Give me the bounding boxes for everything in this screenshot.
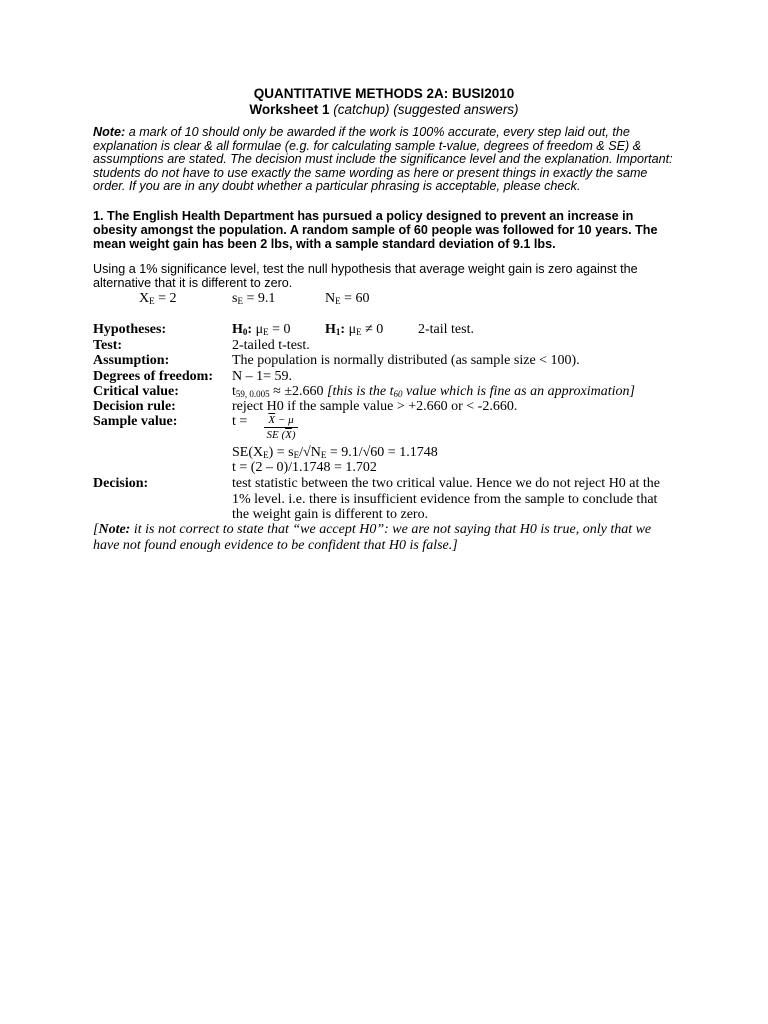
document-subtitle <box>0 102 768 117</box>
sample-t-equals: t = <box>232 414 248 429</box>
se-calculation: $SE(X_E) = s_E/√N_E = 9.1/√60 = 1.1748$ <box>232 445 438 460</box>
marking-note <box>93 126 673 194</box>
test-label: Test: <box>93 338 123 353</box>
h1-statement: $H_1$: $\mu_E \ne 0$ <box>325 322 384 337</box>
fraction-denominator: SE $(\overline{X})$ <box>266 429 296 441</box>
var-x: $X_E = 2$ <box>139 291 177 306</box>
rule-value: reject H0 if the sample value > +2.660 or < -2.660. <box>232 399 518 414</box>
subtitle-italic: (catchup) (suggested answers) <box>333 102 519 117</box>
decision-value: test statistic between the two critical value. Hence we do not reject H0 at the 1% level. i.e. there is insufficient evidence from the sample to conclude that the weight gain is different to zero. <box>232 476 661 523</box>
df-label: Degrees of freedom: <box>93 369 213 384</box>
decision-label: Decision: <box>93 476 149 491</box>
test-value: 2-tailed t-test. <box>232 338 310 353</box>
subtitle-bold: Worksheet 1 <box>249 102 330 117</box>
sample-label: Sample value: <box>93 414 178 429</box>
var-n: $N_E = 60$ <box>325 291 370 306</box>
var-s: $s_E = 9.1$ <box>232 291 276 306</box>
tail-type: 2-tail test. <box>418 322 474 337</box>
end-note: [Note: it is not correct to state that “we accept H0”: we are not saying that H0 is true, only that we have not found enough evidence to be confident that H0 is false.] <box>93 522 652 553</box>
question-text: 1. The English Health Department has pursued a policy designed to prevent an increase in obesity amongst the population. A random sample of 60 people was followed for 10 years. The mean weight gain has been 2 lbs, with a sample standard deviation of 9.1 lbs. <box>93 209 658 251</box>
df-value: N – 1= 59. <box>232 369 293 384</box>
endnote-label: Note: <box>98 522 131 537</box>
fraction-numerator: $\overline{X} - \mu$ <box>264 414 298 428</box>
assumption-value: The population is normally distributed (as sample size < 100). <box>232 353 580 368</box>
rule-label: Decision rule: <box>93 399 176 414</box>
h0-statement: $H_0$: $\mu_E = 0$ <box>232 322 291 337</box>
t-calculation: t = (2 – 0)/1.1748 = 1.702 <box>232 460 377 475</box>
critical-label: Critical value: <box>93 384 179 399</box>
critical-value: $t_{59, 0.005} \approx \pm 2.660$ [this is the $t_{60}$ value which is fine as an approximation] <box>232 384 635 399</box>
t-formula-fraction <box>264 414 298 441</box>
note-text: a mark of 10 should only be awarded if the work is 100% accurate, every step laid out, the explanation is clear & all formulae (e.g. for calculating sample t-value, degrees of freedom & SE) & assumptions are stated. The decision must include the significance level and the explanation. Important: students do not have to use exactly the same wording as here or present things in exactly the same order. If you are in any doubt whether a particular phrasing is acceptable, please check. <box>93 125 673 194</box>
note-label: Note: <box>93 125 126 139</box>
assumption-label: Assumption: <box>93 353 170 368</box>
document-title: QUANTITATIVE METHODS 2A: BUSI2010 <box>253 86 515 101</box>
question-instruction: Using a 1% significance level, test the null hypothesis that average weight gain is zero against the alternative that it is different to zero. <box>93 262 638 290</box>
endnote-text: it is not correct to state that “we accept H0”: we are not saying that H0 is true, only that we have not found enough evidence to be confident that H0 is false <box>93 522 652 553</box>
hypotheses-label: Hypotheses: <box>93 322 167 337</box>
